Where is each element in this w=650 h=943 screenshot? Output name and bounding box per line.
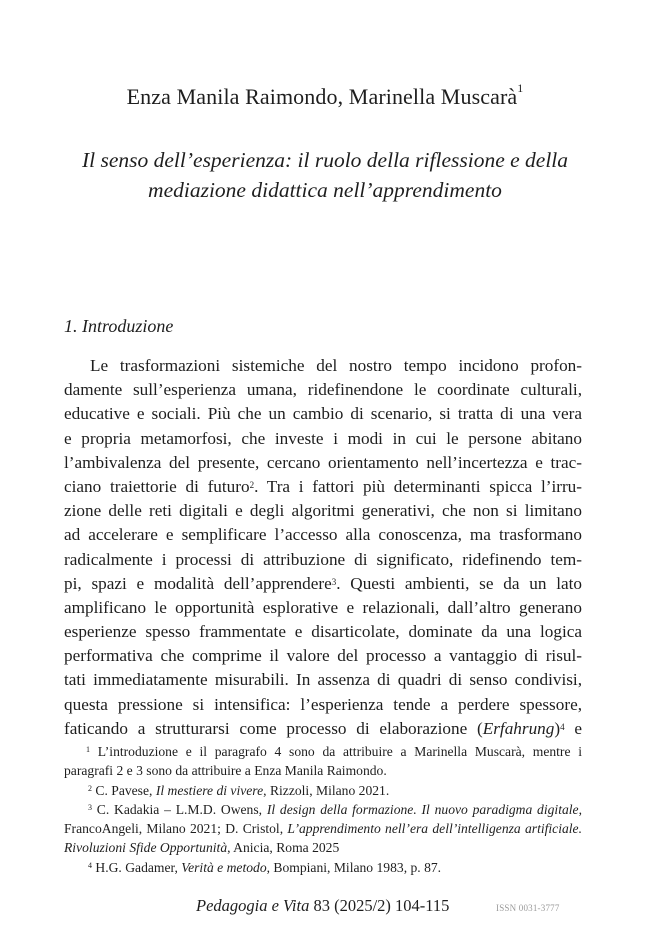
- body-line: educative e sociali. Più che un cambio di scenario, si tratta di una vera: [64, 404, 582, 424]
- footnote-mark: 3: [88, 802, 92, 812]
- footnote-italic: Il mestiere di vivere: [155, 782, 264, 798]
- footnote-text: FrancoAngeli, Milano 2021; D. Cristol,: [64, 821, 288, 837]
- page-footer: [196, 896, 449, 916]
- footnote-2: [64, 781, 582, 800]
- body-text-segment: e: [564, 718, 582, 738]
- footnote-text: C. Kadakia – L.M.D. Owens,: [92, 801, 267, 817]
- footnote-mark: 1: [86, 745, 90, 754]
- journal-issue: 83 (2025/2) 104-115: [309, 896, 450, 915]
- body-line: radicalmente i processi di attribuzione di significato, ridefinendo tem-: [64, 549, 582, 569]
- footnote-italic: Il design della formazione. Il nuovo paradigma digitale: [266, 801, 579, 817]
- body-line: ad accelerare e semplificare l’accesso alla conoscenza, ma trasformano: [64, 525, 582, 545]
- body-text-segment: . Questi ambienti, se da un lato: [336, 573, 582, 593]
- footnote-italic: Verità e metodo: [181, 859, 267, 875]
- body-line: l’ambivalenza del presente, cercano orientamento nell’incertezza e trac-: [64, 452, 582, 472]
- footnote-3: [64, 800, 582, 819]
- footnote-ref-4: 4: [560, 721, 565, 732]
- section-heading: 1. Introduzione: [64, 316, 174, 336]
- footnote-ref-3: 3: [331, 576, 337, 587]
- footnote-text: , Anicia, Roma 2025: [227, 840, 340, 856]
- body-line: damente sull’esperienza umana, ridefinendone le coordinate culturali,: [64, 380, 582, 400]
- issn-label: ISSN 0031-3777: [496, 903, 560, 913]
- footnote-1-cont: paragrafi 2 e 3 sono da attribuire a Enza Manila Raimondo.: [64, 763, 387, 779]
- body-line: esperienze spesso frammentate e disarticolate, dominate da una logica: [64, 622, 582, 642]
- body-italic-term: Erfahrung: [482, 718, 555, 738]
- body-text: [64, 354, 582, 741]
- body-line: tati immediatamente misurabili. In assenza di quadri di senso condivisi,: [64, 670, 582, 690]
- body-text-segment: pi, spazi e modalità dell’apprendere: [64, 573, 332, 593]
- body-line: Le trasformazioni sistemiche del nostro tempo incidono profon-: [90, 356, 582, 375]
- footnote-text: ,: [578, 801, 582, 817]
- footnote-text: L’introduzione e il paragrafo 4 sono da attribuire a Marinella Muscarà, mentre i: [90, 744, 582, 759]
- authors-names: Enza Manila Raimondo, Marinella Muscarà: [126, 84, 518, 109]
- author-line: [0, 81, 650, 110]
- footnote-1: [64, 742, 582, 761]
- footnote-mark: 4: [88, 860, 92, 870]
- body-line: [64, 475, 582, 499]
- footnote-3-cont: [64, 838, 582, 857]
- body-line: e propria metamorfosi, che investe i modi in cui le persone abitano: [64, 428, 582, 448]
- body-line: performativa che comprime il valore del processo a vantaggio di risul-: [64, 646, 582, 666]
- body-text-segment: . Tra i fattori più determinanti spicca l’irru-: [254, 476, 582, 496]
- body-line: [64, 572, 582, 596]
- title-line-2: mediazione didattica nell’apprendimento: [148, 178, 502, 202]
- body-line: questa pressione si intensifica: l’esperienza tende a perdere spessore,: [64, 694, 582, 714]
- body-line: amplificano le opportunità esplorative e relazionali, dall’altro generano: [64, 597, 582, 617]
- footnote-text: H.G. Gadamer,: [92, 859, 182, 875]
- footnote-3-cont: [64, 819, 582, 838]
- footnote-italic: L’apprendimento nell’era dell’intelligenza artificiale.: [287, 821, 582, 837]
- body-text-segment: ciano traiettorie di futuro: [64, 476, 250, 496]
- journal-name: Pedagogia e Vita: [196, 896, 310, 915]
- footnote-mark: 2: [88, 783, 92, 793]
- footnote-italic: Rivoluzioni Sfide Opportunità: [64, 840, 228, 856]
- body-line: zione delle reti digitali e degli algoritmi generativi, che non si limitano: [64, 501, 582, 521]
- footnote-text: , Bompiani, Milano 1983, p. 87.: [266, 859, 442, 875]
- footnote-text: C. Pavese,: [92, 782, 156, 798]
- body-line: [64, 717, 582, 741]
- footnote-text: , Rizzoli, Milano 2021.: [263, 782, 390, 798]
- article-title: [60, 145, 590, 205]
- body-text-segment: faticando a strutturarsi come processo di elaborazione (: [64, 718, 483, 738]
- authors-footnote-ref: 1: [517, 81, 524, 95]
- footnote-ref-2: 2: [249, 479, 255, 490]
- footnotes: [64, 742, 582, 877]
- body-text-segment: ): [554, 718, 561, 738]
- title-line-1: Il senso dell’esperienza: il ruolo della riflessione e della: [81, 148, 569, 172]
- footnote-4: [64, 858, 582, 877]
